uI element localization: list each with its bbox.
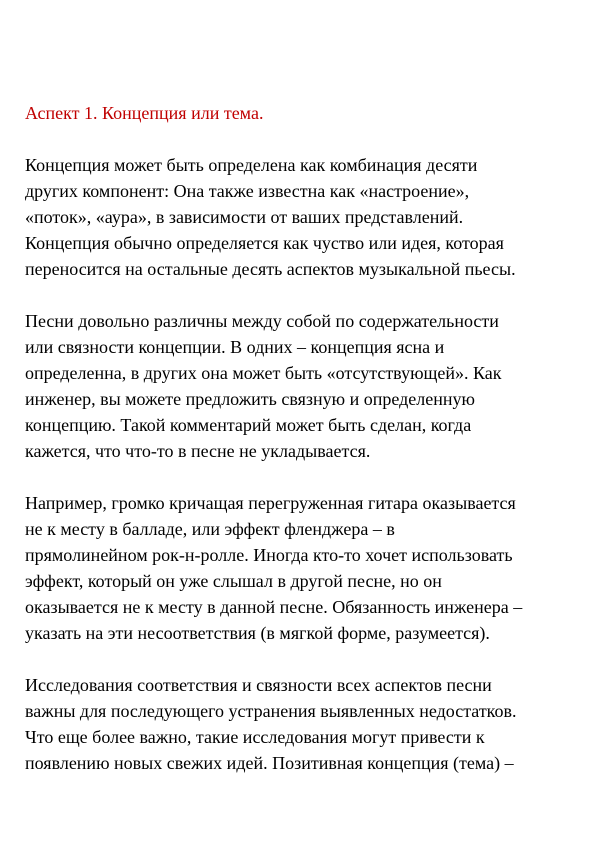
paragraph-line: «поток», «аура», в зависимости от ваших представлений.: [25, 207, 464, 227]
paragraph-line: определенна, в других она может быть «отсутствующей». Как: [25, 363, 502, 383]
paragraph-line: переносится на остальные десять аспектов музыкальной пьесы.: [25, 259, 516, 279]
document-page: [25, 100, 585, 802]
paragraph-line: или связности концепции. В одних – концепция ясна и: [25, 337, 445, 357]
paragraph-line: Исследования соответствия и связности всех аспектов песни: [25, 675, 492, 695]
paragraph-line: не к месту в балладе, или эффект фленджера – в: [25, 519, 395, 539]
paragraph-line: Песни довольно различны между собой по содержательности: [25, 311, 499, 331]
paragraph-line: других компонент: Она также известна как «настроение»,: [25, 181, 470, 201]
paragraph-line: инженер, вы можете предложить связную и определенную: [25, 389, 475, 409]
paragraph-line: важны для последующего устранения выявленных недостатков.: [25, 701, 517, 721]
section-heading: Аспект 1. Концепция или тема.: [25, 103, 264, 123]
paragraph-line: Концепция может быть определена как комбинация десяти: [25, 155, 478, 175]
paragraph-line: прямолинейном рок-н-ролле. Иногда кто-то хочет использовать: [25, 545, 513, 565]
paragraph-line: оказывается не к месту в данной песне. Обязанность инженера –: [25, 597, 523, 617]
paragraph-line: появлению новых свежих идей. Позитивная концепция (тема) –: [25, 753, 514, 773]
paragraph-line: указать на эти несоответствия (в мягкой форме, разумеется).: [25, 623, 490, 643]
paragraph-line: Концепция обычно определяется как чуство или идея, которая: [25, 233, 504, 253]
paragraph-line: Что еще более важно, такие исследования могут привести к: [25, 727, 485, 747]
paragraph-3: [25, 490, 585, 646]
paragraph-line: эффект, который он уже слышал в другой песне, но он: [25, 571, 442, 591]
paragraph-line: кажется, что что-то в песне не укладывается.: [25, 441, 371, 461]
paragraph-2: [25, 308, 585, 464]
paragraph-4: [25, 672, 585, 776]
paragraph-line: Например, громко кричащая перегруженная гитара оказывается: [25, 493, 516, 513]
paragraph-line: концепцию. Такой комментарий может быть сделан, когда: [25, 415, 472, 435]
paragraph-1: [25, 152, 585, 282]
